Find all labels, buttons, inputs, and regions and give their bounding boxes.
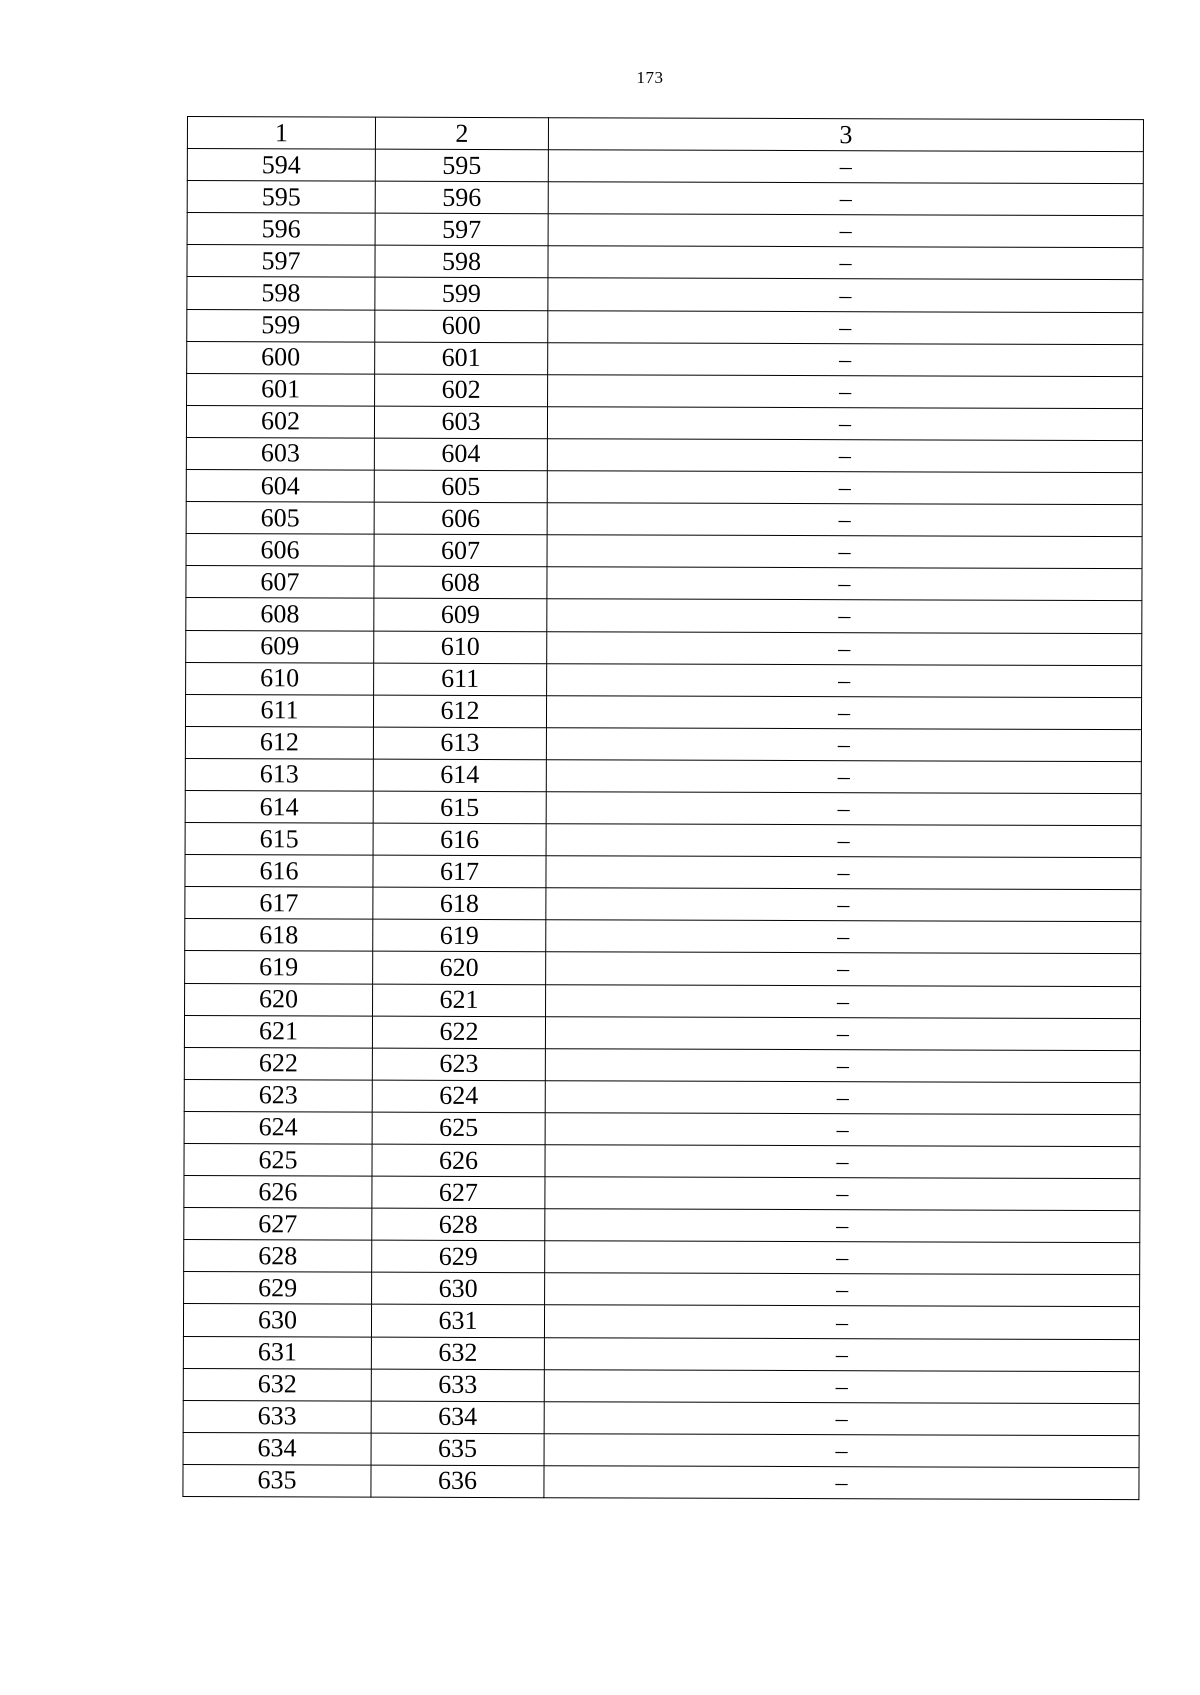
dash-value: – xyxy=(835,1470,848,1497)
table-row xyxy=(186,598,1142,633)
table-cell-col-1: 597 xyxy=(187,245,375,278)
table-cell-col-1: 602 xyxy=(186,405,374,438)
column-header-2: 2 xyxy=(375,117,548,150)
dash-value: – xyxy=(839,346,852,373)
table-cell-col-1: 633 xyxy=(183,1400,371,1433)
table-row xyxy=(184,1176,1140,1211)
table-row xyxy=(184,1079,1140,1114)
table-cell-col-1: 621 xyxy=(184,1015,372,1048)
dash-value: – xyxy=(836,1245,849,1272)
table-row xyxy=(183,1368,1139,1403)
dash-value: – xyxy=(839,218,852,245)
table-cell-col-3 xyxy=(544,1434,1139,1468)
table-cell-col-1: 614 xyxy=(185,790,373,823)
dash-value: – xyxy=(835,1373,848,1400)
table-cell-col-1: 601 xyxy=(187,373,375,406)
table-cell-col-3 xyxy=(547,663,1142,697)
table-row xyxy=(185,823,1141,858)
table-cell-col-3 xyxy=(545,1016,1140,1050)
table-row xyxy=(185,887,1141,922)
table-cell-col-3 xyxy=(546,984,1141,1018)
table-cell-col-1: 603 xyxy=(186,437,374,470)
dash-value: – xyxy=(839,186,852,213)
table-cell-col-3 xyxy=(544,1401,1139,1435)
table-cell-col-2: 611 xyxy=(374,663,547,696)
table-cell-col-1: 600 xyxy=(187,341,375,374)
table-row xyxy=(185,694,1141,729)
table-cell-col-2: 618 xyxy=(373,887,546,920)
table-cell-col-1: 609 xyxy=(186,630,374,663)
table-cell-col-1: 611 xyxy=(185,694,373,727)
table-cell-col-2: 610 xyxy=(374,631,547,664)
table-cell-col-2: 609 xyxy=(374,599,547,632)
table-cell-col-2: 604 xyxy=(374,438,547,471)
table-row xyxy=(183,1400,1139,1435)
table-cell-col-1: 616 xyxy=(185,855,373,888)
table-cell-col-3 xyxy=(546,920,1141,954)
table-cell-col-2: 595 xyxy=(375,149,548,182)
table-cell-col-3 xyxy=(547,599,1142,633)
table-row xyxy=(183,1304,1139,1339)
table-cell-col-3 xyxy=(546,695,1141,729)
table-cell-col-2: 617 xyxy=(373,855,546,888)
table-cell-col-2: 616 xyxy=(373,823,546,856)
table-row xyxy=(186,662,1142,697)
table-cell-col-1: 624 xyxy=(184,1111,372,1144)
dash-value: – xyxy=(838,603,851,630)
table-cell-col-1: 625 xyxy=(184,1143,372,1176)
table-cell-col-3 xyxy=(545,1081,1140,1115)
table-row xyxy=(183,1336,1139,1371)
table-cell-col-1: 619 xyxy=(185,951,373,984)
table-cell-col-3 xyxy=(546,888,1141,922)
table-cell-col-3 xyxy=(545,1048,1140,1082)
table-cell-col-1: 594 xyxy=(187,149,375,182)
dash-value: – xyxy=(836,1085,849,1112)
dash-value: – xyxy=(835,1405,848,1432)
table-cell-col-3 xyxy=(548,214,1143,248)
table-cell-col-2: 634 xyxy=(371,1401,544,1434)
table-cell-col-3 xyxy=(548,182,1143,216)
table-cell-col-2: 628 xyxy=(372,1208,545,1241)
dash-value: – xyxy=(838,507,851,534)
table-cell-col-3 xyxy=(546,824,1141,858)
header-row xyxy=(187,117,1143,152)
table-row xyxy=(187,309,1143,344)
table-cell-col-2: 599 xyxy=(375,278,548,311)
table-row xyxy=(184,1208,1140,1243)
table-row xyxy=(186,405,1142,440)
table-cell-col-3 xyxy=(545,1177,1140,1211)
table-cell-col-2: 601 xyxy=(375,342,548,375)
table-cell-col-3 xyxy=(548,310,1143,344)
table-cell-col-1: 620 xyxy=(185,983,373,1016)
table-cell-col-3 xyxy=(546,792,1141,826)
table-cell-col-1: 615 xyxy=(185,823,373,856)
table-cell-col-1: 605 xyxy=(186,502,374,535)
table-cell-col-3 xyxy=(545,1145,1140,1179)
table-row xyxy=(187,373,1143,408)
dash-value: – xyxy=(837,892,850,919)
table-cell-col-3 xyxy=(545,1241,1140,1275)
table-row xyxy=(187,277,1143,312)
dash-value: – xyxy=(838,475,851,502)
table-cell-col-3 xyxy=(547,535,1142,569)
dash-value: – xyxy=(836,1213,849,1240)
table-cell-col-2: 612 xyxy=(373,695,546,728)
table-row xyxy=(185,919,1141,954)
table-cell-col-1: 628 xyxy=(184,1240,372,1273)
dash-value: – xyxy=(837,828,850,855)
dash-value: – xyxy=(837,699,851,726)
column-header-3: 3 xyxy=(548,118,1143,152)
dash-value: – xyxy=(835,1341,848,1368)
table-row xyxy=(183,1432,1139,1467)
table-cell-col-1: 606 xyxy=(186,534,374,567)
table-cell-col-1: 613 xyxy=(185,758,373,791)
table-row xyxy=(185,951,1141,986)
table-cell-col-3 xyxy=(546,727,1141,761)
table-cell-col-2: 607 xyxy=(374,534,547,567)
table-cell-col-1: 610 xyxy=(186,662,374,695)
table-cell-col-1: 599 xyxy=(187,309,375,342)
table-cell-col-1: 612 xyxy=(185,726,373,759)
dash-value: – xyxy=(839,378,852,406)
dash-value: – xyxy=(838,667,851,694)
table-cell-col-1: 631 xyxy=(183,1336,371,1369)
dash-value: – xyxy=(839,282,852,309)
table-cell-col-2: 620 xyxy=(373,952,546,985)
table-cell-col-2: 624 xyxy=(372,1080,545,1113)
data-table xyxy=(182,116,1144,1500)
table-cell-col-2: 625 xyxy=(372,1112,545,1145)
table-cell-col-2: 603 xyxy=(374,406,547,439)
table-cell-col-3 xyxy=(546,760,1141,794)
table-cell-col-3 xyxy=(544,1369,1139,1403)
dash-value: – xyxy=(839,314,852,341)
dash-value: – xyxy=(837,764,850,791)
table-cell-col-1: 604 xyxy=(186,470,374,503)
table-cell-col-2: 600 xyxy=(375,310,548,343)
table-cell-col-2: 629 xyxy=(372,1240,545,1273)
table-cell-col-2: 602 xyxy=(375,374,548,407)
data-table-container xyxy=(182,116,1143,1500)
table-cell-col-3 xyxy=(547,439,1142,473)
table-cell-col-3 xyxy=(544,1337,1139,1371)
table-cell-col-2: 596 xyxy=(375,181,548,214)
table-row xyxy=(187,149,1143,184)
table-row xyxy=(186,502,1142,537)
table-row xyxy=(186,437,1142,472)
table-row xyxy=(186,534,1142,569)
dash-value: – xyxy=(835,1309,849,1336)
table-cell-col-3 xyxy=(545,1273,1140,1307)
table-body xyxy=(183,149,1143,1500)
table-cell-col-3 xyxy=(547,631,1142,665)
table-cell-col-3 xyxy=(548,342,1143,376)
dash-value: – xyxy=(838,571,851,598)
table-cell-col-2: 631 xyxy=(371,1305,544,1338)
table-cell-col-1: 622 xyxy=(184,1047,372,1080)
table-row xyxy=(186,566,1142,601)
table-row xyxy=(186,470,1142,505)
table-cell-col-1: 632 xyxy=(183,1368,371,1401)
table-row xyxy=(184,1111,1140,1146)
dash-value: – xyxy=(837,956,850,983)
table-cell-col-2: 608 xyxy=(374,566,547,599)
table-row xyxy=(184,1143,1140,1178)
table-cell-col-1: 598 xyxy=(187,277,375,310)
table-cell-col-1: 630 xyxy=(183,1304,371,1337)
dash-value: – xyxy=(838,443,851,470)
table-cell-col-3 xyxy=(547,471,1142,505)
table-row xyxy=(185,855,1141,890)
table-cell-col-3 xyxy=(548,150,1143,184)
table-row xyxy=(185,790,1141,825)
table-row xyxy=(187,213,1143,248)
dash-value: – xyxy=(836,1181,849,1208)
table-row xyxy=(186,630,1142,665)
dash-value: – xyxy=(837,924,850,951)
table-cell-col-2: 613 xyxy=(373,727,546,760)
table-cell-col-3 xyxy=(545,1113,1140,1147)
table-cell-col-2: 627 xyxy=(372,1176,545,1209)
table-cell-col-1: 595 xyxy=(187,181,375,214)
table-cell-col-1: 623 xyxy=(184,1079,372,1112)
table-cell-col-1: 596 xyxy=(187,213,375,246)
table-row xyxy=(184,1015,1140,1050)
table-row xyxy=(184,1240,1140,1275)
table-cell-col-2: 635 xyxy=(371,1433,544,1466)
table-cell-col-3 xyxy=(546,952,1141,986)
table-cell-col-2: 614 xyxy=(373,759,546,792)
table-cell-col-3 xyxy=(547,503,1142,537)
dash-value: – xyxy=(838,411,852,438)
dash-value: – xyxy=(837,988,850,1015)
table-cell-col-2: 615 xyxy=(373,791,546,824)
table-cell-col-2: 632 xyxy=(371,1337,544,1370)
table-cell-col-2: 626 xyxy=(372,1144,545,1177)
table-cell-col-2: 630 xyxy=(372,1272,545,1305)
table-cell-col-2: 606 xyxy=(374,502,547,535)
table-cell-col-3 xyxy=(548,278,1143,312)
column-header-1: 1 xyxy=(187,117,375,150)
table-cell-col-1: 627 xyxy=(184,1208,372,1241)
dash-value: – xyxy=(836,1149,849,1176)
dash-value: – xyxy=(835,1438,848,1465)
table-row xyxy=(187,181,1143,216)
table-cell-col-1: 617 xyxy=(185,887,373,920)
dash-value: – xyxy=(836,1020,850,1047)
table-cell-col-1: 608 xyxy=(186,598,374,631)
dash-value: – xyxy=(838,635,851,662)
table-cell-col-2: 633 xyxy=(371,1369,544,1402)
table-row xyxy=(185,726,1141,761)
dash-value: – xyxy=(839,250,852,277)
table-cell-col-2: 619 xyxy=(373,919,546,952)
table-cell-col-2: 621 xyxy=(373,984,546,1017)
table-cell-col-1: 607 xyxy=(186,566,374,599)
table-row xyxy=(185,758,1141,793)
table-row xyxy=(184,1272,1140,1307)
table-cell-col-1: 635 xyxy=(183,1464,371,1497)
dash-value: – xyxy=(837,860,850,887)
table-cell-col-2: 597 xyxy=(375,213,548,246)
table-cell-col-2: 623 xyxy=(372,1048,545,1081)
table-cell-col-3 xyxy=(544,1305,1139,1339)
dash-value: – xyxy=(837,796,850,823)
table-cell-col-1: 618 xyxy=(185,919,373,952)
table-cell-col-3 xyxy=(546,856,1141,890)
table-row xyxy=(187,245,1143,280)
table-cell-col-3 xyxy=(548,374,1143,408)
table-cell-col-1: 626 xyxy=(184,1176,372,1209)
table-cell-col-3 xyxy=(545,1209,1140,1243)
dash-value: – xyxy=(836,1052,849,1079)
page-number: 173 xyxy=(636,68,664,87)
table-row xyxy=(184,1047,1140,1082)
dash-value: – xyxy=(839,154,852,181)
table-cell-col-3 xyxy=(544,1466,1139,1500)
table-row xyxy=(185,983,1141,1018)
table-cell-col-3 xyxy=(547,567,1142,601)
table-cell-col-2: 636 xyxy=(371,1465,544,1498)
dash-value: – xyxy=(837,731,850,759)
table-cell-col-2: 598 xyxy=(375,245,548,278)
table-header xyxy=(187,117,1143,152)
table-row xyxy=(183,1464,1139,1499)
table-cell-col-1: 629 xyxy=(184,1272,372,1305)
dash-value: – xyxy=(838,539,851,566)
dash-value: – xyxy=(836,1277,849,1304)
table-cell-col-2: 605 xyxy=(374,470,547,503)
dash-value: – xyxy=(836,1117,849,1144)
table-cell-col-3 xyxy=(548,246,1143,280)
table-row xyxy=(187,341,1143,376)
table-cell-col-3 xyxy=(547,407,1142,441)
table-cell-col-2: 622 xyxy=(372,1016,545,1049)
table-cell-col-1: 634 xyxy=(183,1432,371,1465)
